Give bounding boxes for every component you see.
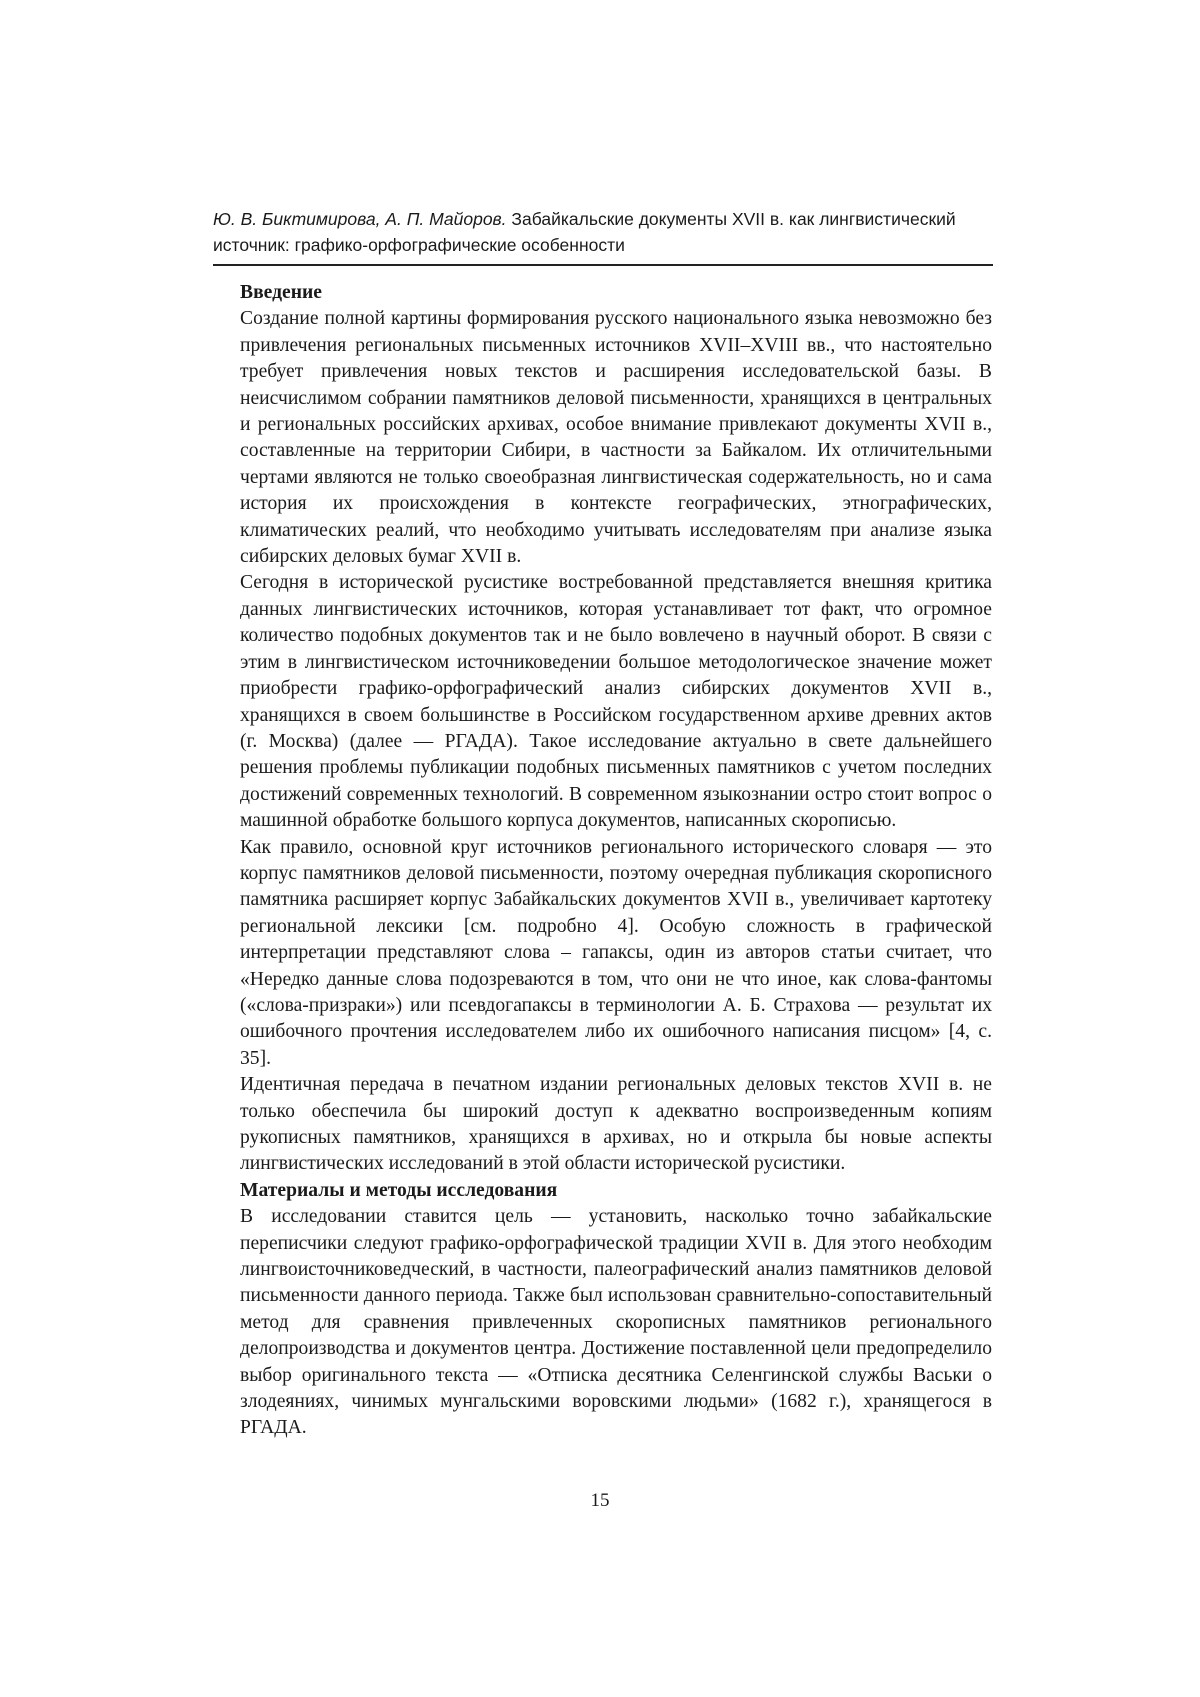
- paragraph: Создание полной картины формирования русского национального языка невозможно без привлечения региональных письменных источников XVII–XVIII вв., что настоятельно требует привлечения новых текстов и расширения исследовательской базы. В неисчислимом собрании памятников деловой письменности, хранящихся в центральных и региональных российских архивах, особое внимание привлекают документы XVII в., составленные на территории Сибири, в частности за Байкалом. Их отличительными чертами являются не только своеобразная лингвистическая содержательность, но и сама история их происхождения в контексте географических, этнографических, климатических реалий, что необходимо учитывать исследователям при анализе языка сибирских деловых бумаг XVII в.: [240, 306, 992, 570]
- page-number: 15: [0, 1490, 1200, 1512]
- paragraph: Идентичная передача в печатном издании региональных деловых текстов XVII в. не только обеспечила бы широкий доступ к адекватно воспроизведенным копиям рукописных памятников, хранящихся в архивах, но и открыла бы новые аспекты лингвистических исследований в этой области исторической русистики.: [240, 1072, 992, 1178]
- running-head-title: Забайкальские документы XVII в. как лингвистический источник: графико-орфографические особенности: [213, 209, 956, 255]
- paragraph: В исследовании ставится цель — установить, насколько точно забайкальские переписчики следуют графико-орфографической традиции XVII в. Для этого необходим лингвоисточниковедческий, в частности, палеографический анализ памятников деловой письменности данного периода. Также был использован сравнительно-сопоставительный метод для сравнения привлеченных скорописных памятников регионального делопроизводства и документов центра. Достижение поставленной цели предопределило выбор оригинального текста — «Отписка десятника Селенгинской службы Васьки о злодеяниях, чинимых мунгальскими воровскими людьми» (1682 г.), хранящегося в РГАДА.: [240, 1204, 992, 1442]
- paragraph: Как правило, основной круг источников регионального исторического словаря — это корпус памятников деловой письменности, поэтому очередная публикация скорописного памятника расширяет корпус Забайкальских документов XVII в., увеличивает картотеку региональной лексики [см. подробно 4]. Особую сложность в графической интерпретации представляют слова – гапаксы, один из авторов статьи считает, что «Нередко данные слова подозреваются в том, что они не что иное, как слова-фантомы («слова-призраки») или псевдогапаксы в терминологии А. Б. Страхова — результат их ошибочного прочтения исследователем либо их ошибочного написания писцом» [4, с. 35].: [240, 835, 992, 1073]
- paragraph: Сегодня в исторической русистике востребованной представляется внешняя критика данных лингвистических источников, которая устанавливает тот факт, что огромное количество подобных документов так и не было вовлечено в научный оборот. В связи с этим в лингвистическом источниковедении большое методологическое значение может приобрести графико-орфографический анализ сибирских документов XVII в., хранящихся в своем большинстве в Российском государственном архиве древних актов (г. Москва) (далее — РГАДА). Такое исследование актуально в свете дальнейшего решения проблемы публикации подобных письменных памятников с учетом последних достижений современных технологий. В современном языкознании остро стоит вопрос о машинной обработке большого корпуса документов, написанных скорописью.: [240, 570, 992, 834]
- article-body: [240, 280, 992, 1442]
- running-head: [213, 206, 993, 258]
- running-head-authors: Ю. В. Биктимирова, А. П. Майоров.: [213, 209, 507, 229]
- section-heading-introduction: Введение: [240, 280, 992, 306]
- page: [0, 0, 1200, 1697]
- header-rule: [213, 264, 993, 266]
- section-heading-materials-methods: Материалы и методы исследования: [240, 1178, 992, 1204]
